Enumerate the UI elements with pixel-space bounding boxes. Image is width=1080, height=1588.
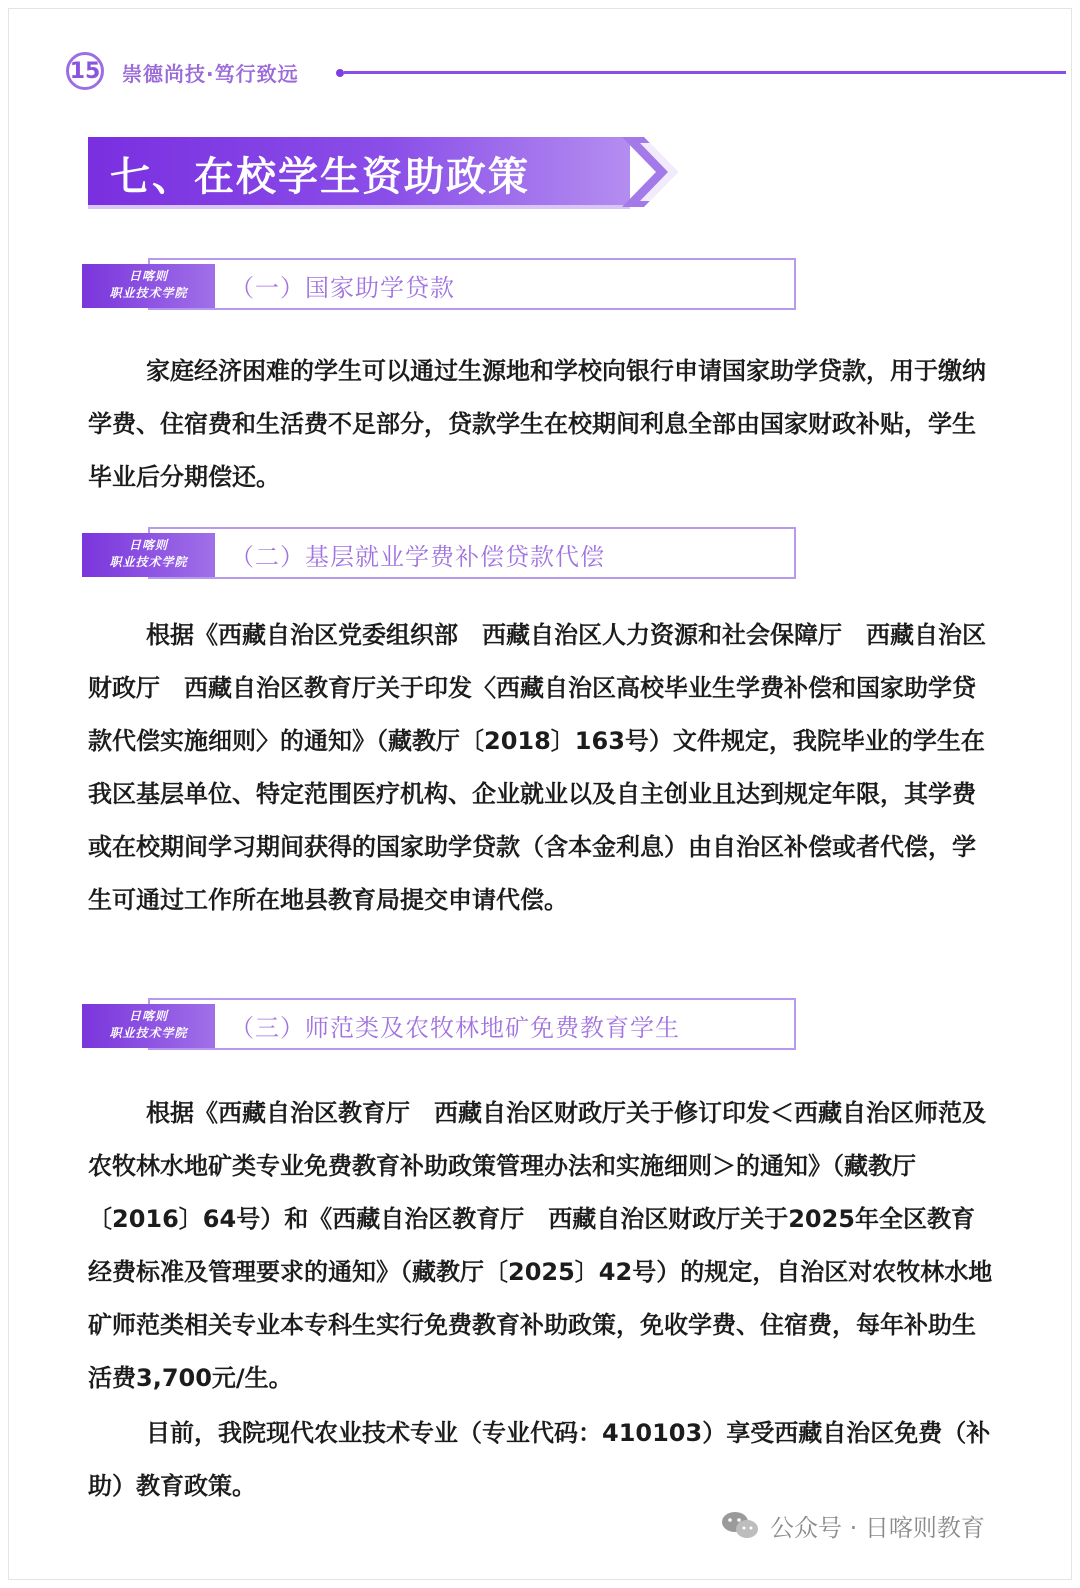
title-background [88,137,630,205]
section-title-2: （二）基层就业学费补偿贷款代偿 [230,543,605,571]
college-badge [82,533,215,577]
badge-line-2: 职业技术学院 [109,286,188,300]
chevron-right-icon [618,137,688,207]
badge-line-1: 日喀则 [128,1009,168,1023]
watermark-text: 公众号 · 日喀则教育 [770,1513,985,1542]
main-title-banner [88,137,688,209]
section-title-3: （三）师范类及农牧林地矿免费教育学生 [230,1014,680,1042]
wechat-watermark [720,1505,985,1545]
wechat-icon [720,1509,760,1541]
section-header-3 [80,998,800,1054]
header-motto: 崇德尚技·笃行致远 [122,62,299,86]
badge-line-1: 日喀则 [128,538,168,552]
paragraph-3: 根据《西藏自治区教育厅 西藏自治区财政厅关于修订印发＜西藏自治区师范及农牧林水地矿类专业免费教育补助政策管理办法和实施细则＞的通知》（藏教厅〔2016〕64号）和《西藏自治区教育厅 西藏自治区财政厅关于2025年全区教育经费标准及管理要求的通知》（藏教厅〔2025〕42号）的规定，自治区对农牧林水地矿师范类相关专业本专科生实行免费教育补助政策，免收学费、住宿费，每年补助生活费3,700元/生。 [88,1099,993,1392]
paragraph-2: 根据《西藏自治区党委组织部 西藏自治区人力资源和社会保障厅 西藏自治区财政厅 西藏自治区教育厅关于印发〈西藏自治区高校毕业生学费补偿和国家助学贷款代偿实施细则〉的通知》（藏教厅〔2018〕163号）文件规定，我院毕业的学生在我区基层单位、特定范围医疗机构、企业就业以及自主创业且达到规定年限，其学费或在校期间学习期间获得的国家助学贷款（含本金利息）由自治区补偿或者代偿，学生可通过工作所在地县教育局提交申请代偿。 [88,621,986,914]
page-number: 15 [66,52,104,90]
badge-line-1: 日喀则 [128,269,168,283]
badge-line-2: 职业技术学院 [109,1026,188,1040]
section-header-1 [80,258,800,314]
header-rule [344,71,1066,74]
paragraph-4: 目前，我院现代农业技术专业（专业代码：410103）享受西藏自治区免费（补助）教育政策。 [88,1419,991,1500]
page-header [66,52,1066,98]
header-dot [336,69,344,77]
paragraph-1: 家庭经济困难的学生可以通过生源地和学校向银行申请国家助学贷款，用于缴纳学费、住宿费和生活费不足部分，贷款学生在校期间利息全部由国家财政补贴，学生毕业后分期偿还。 [88,357,986,491]
badge-line-2: 职业技术学院 [109,555,188,569]
section-title-1: （一）国家助学贷款 [230,274,455,302]
college-badge [82,264,215,308]
section-header-2 [80,527,800,583]
main-title: 七、在校学生资助政策 [110,154,530,200]
college-badge [82,1004,215,1048]
